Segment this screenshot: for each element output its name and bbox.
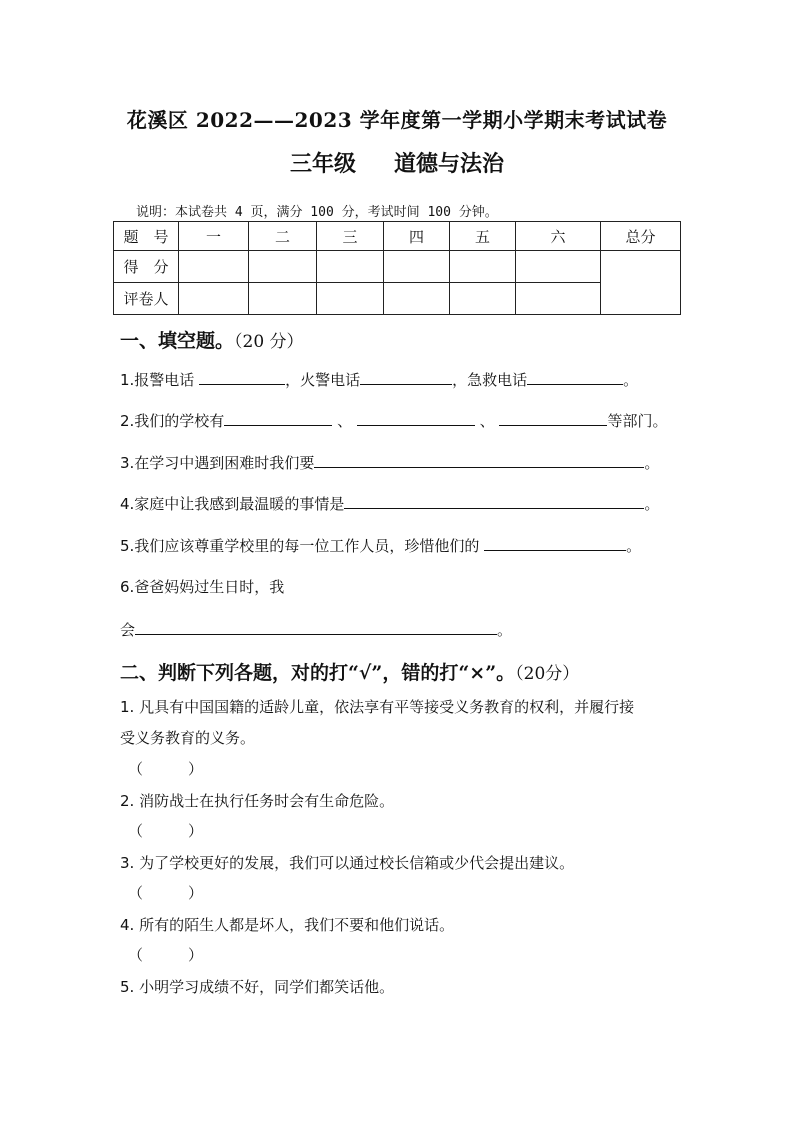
score-cell[interactable]: [249, 251, 317, 283]
question-text: 1.报警电话: [120, 371, 195, 389]
score-row: [114, 251, 681, 283]
grade-label: 三年级: [289, 151, 356, 177]
fill-question-5: [120, 535, 641, 556]
answer-blank[interactable]: [199, 370, 285, 385]
question-text: ，急救电话: [452, 371, 528, 389]
question-text: 。: [644, 454, 660, 472]
section-2-heading: [120, 658, 579, 685]
answer-blank[interactable]: [224, 411, 332, 426]
score-cell[interactable]: [516, 251, 601, 283]
grader-cell[interactable]: [317, 283, 384, 315]
question-text: 。: [497, 621, 513, 639]
score-table: [113, 221, 681, 315]
column-header-total: 总分: [601, 222, 681, 251]
score-cell[interactable]: [179, 251, 249, 283]
column-header-3: 三: [317, 222, 384, 251]
answer-parentheses[interactable]: （ ）: [128, 946, 204, 964]
exam-title: 花溪区 2022——2023 学年度第一学期小学期末考试试卷: [126, 108, 668, 132]
exam-instructions: 说明：本试卷共 4 页，满分 100 分，考试时间 100 分钟。: [136, 205, 498, 220]
judge-question-3: 3. 为了学校更好的发展，我们可以通过校长信箱或少代会提出建议。: [120, 854, 575, 872]
answer-blank[interactable]: [344, 494, 644, 509]
question-text: 、: [479, 412, 495, 430]
fill-question-4: [120, 493, 659, 514]
answer-parentheses[interactable]: （ ）: [128, 822, 204, 840]
question-text: ，火警电话: [285, 371, 361, 389]
total-score-cell[interactable]: [601, 251, 681, 315]
question-text: 。: [623, 371, 639, 389]
score-cell[interactable]: [384, 251, 450, 283]
judge-question-2: 2. 消防战士在执行任务时会有生命危险。: [120, 792, 395, 810]
subject-label: 道德与法治: [394, 151, 505, 177]
grader-cell[interactable]: [249, 283, 317, 315]
question-text: 5.我们应该尊重学校里的每一位工作人员，珍惜他们的: [120, 537, 480, 555]
judge-question-4: 4. 所有的陌生人都是坏人，我们不要和他们说话。: [120, 916, 455, 934]
section-1-heading: [120, 326, 304, 353]
grader-cell[interactable]: [450, 283, 516, 315]
question-text: 会: [120, 621, 136, 639]
answer-blank[interactable]: [527, 370, 623, 385]
question-text: 、: [337, 412, 353, 430]
judge-question-1-line2: 受义务教育的义务。: [120, 729, 256, 747]
question-text: 。: [644, 495, 660, 513]
grader-row: [114, 283, 681, 315]
grader-cell[interactable]: [179, 283, 249, 315]
score-cell[interactable]: [317, 251, 384, 283]
exam-subtitle: [0, 147, 794, 178]
column-header-1: 一: [179, 222, 249, 251]
score-table-header-row: [114, 222, 681, 251]
fill-question-2: [120, 410, 667, 431]
section-1-points: （20 分）: [234, 332, 304, 352]
judge-question-1: 1. 凡具有中国国籍的适龄儿童，依法享有平等接受义务教育的权利，并履行接: [120, 698, 635, 716]
row-label-score: 得 分: [114, 251, 179, 283]
answer-blank[interactable]: [360, 370, 452, 385]
question-text: 3.在学习中遇到困难时我们要: [120, 454, 315, 472]
judge-question-5: 5. 小明学习成绩不好，同学们都笑话他。: [120, 978, 395, 996]
question-text: 等部门。: [607, 412, 668, 430]
column-header-6: 六: [516, 222, 601, 251]
grader-cell[interactable]: [516, 283, 601, 315]
answer-blank[interactable]: [499, 411, 607, 426]
column-header-2: 二: [249, 222, 317, 251]
fill-question-1: [120, 369, 638, 390]
row-label-question: 题 号: [114, 222, 179, 251]
section-2-points: （20分）: [515, 664, 580, 684]
fill-question-6-line2: [120, 619, 512, 640]
question-text: 6.爸爸妈妈过生日时，我: [120, 578, 285, 596]
answer-parentheses[interactable]: （ ）: [128, 760, 204, 778]
grader-cell[interactable]: [384, 283, 450, 315]
answer-blank[interactable]: [357, 411, 475, 426]
question-text: 。: [626, 537, 642, 555]
answer-blank[interactable]: [484, 536, 626, 551]
question-text: 4.家庭中让我感到最温暖的事情是: [120, 495, 345, 513]
section-1-title: 一、填空题。: [120, 330, 235, 352]
column-header-4: 四: [384, 222, 450, 251]
column-header-5: 五: [450, 222, 516, 251]
fill-question-6: [120, 576, 284, 597]
row-label-grader: 评卷人: [114, 283, 179, 315]
answer-parentheses[interactable]: （ ）: [128, 884, 204, 902]
score-cell[interactable]: [450, 251, 516, 283]
question-text: 2.我们的学校有: [120, 412, 225, 430]
fill-question-3: [120, 452, 659, 473]
answer-blank[interactable]: [314, 453, 644, 468]
answer-blank[interactable]: [135, 620, 497, 635]
section-2-title: 二、判断下列各题，对的打“√”，错的打“×”。: [120, 662, 516, 684]
